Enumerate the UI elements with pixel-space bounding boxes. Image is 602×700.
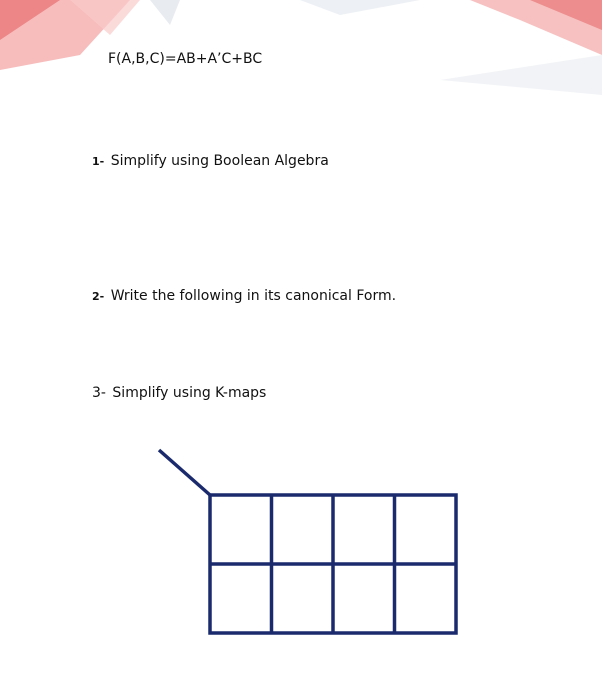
boolean-function: F(A,B,C)=AB+A’C+BC [108,51,263,67]
question-3-text: Simplify using K-maps [112,385,267,401]
question-3-number: 3- [92,385,106,401]
question-1-number: 1- [92,155,105,168]
kmap-diagonal-line [159,450,210,495]
question-1-text: Simplify using Boolean Algebra [110,153,329,169]
question-2-text: Write the following in its canonical Form. [110,288,397,304]
question-2-number: 2- [92,290,105,303]
